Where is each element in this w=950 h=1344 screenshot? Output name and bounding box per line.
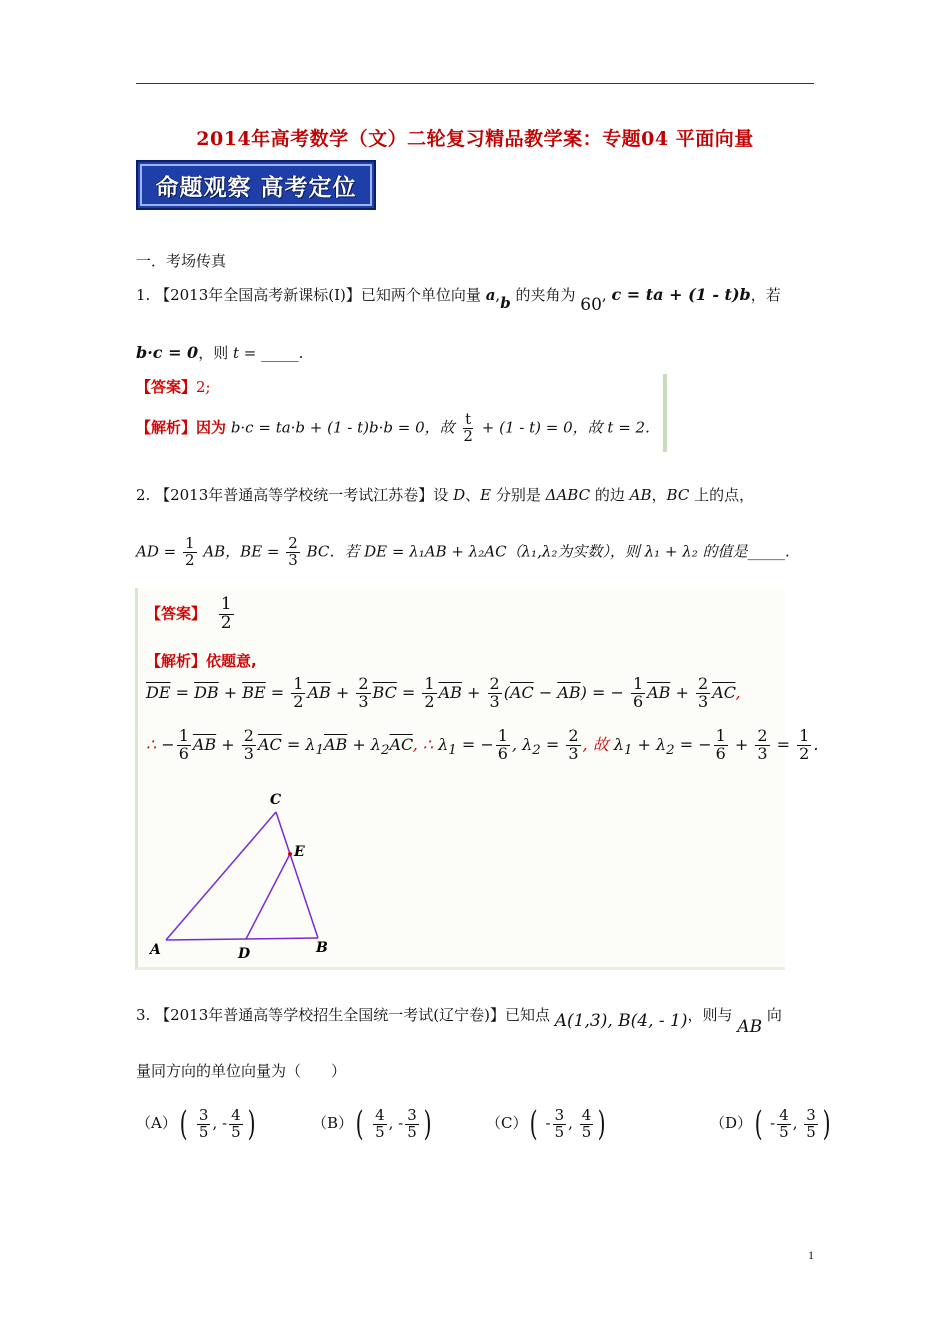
point-e-marker — [288, 852, 292, 856]
q2-side-ab: AB — [629, 486, 652, 504]
page-title: 2014年高考数学（文）二轮复习精品教学案：专题04 平面向量 — [196, 128, 754, 150]
q1-analysis-text: 因为 — [196, 418, 227, 437]
option-c[interactable]: （C）( - $\frac{3}{5}$ , $\frac{4}{5}$ ) — [486, 1104, 606, 1144]
q2-point-e: E — [480, 486, 492, 504]
q1-answer-value: 2; — [196, 378, 211, 396]
side-cb — [276, 812, 318, 938]
q2-analysis-line1: $\overline{DE} = \overline{DB} + \overline{BE}$ = $\frac{1}{2}$ $\overline{AB}$ + $\frac{2}{3}$ $\overline{BC}$ = $\frac{1}{2}$ $\overline{AB}$ + $\frac{2}{3}$ $(\overline{AC} - \overline{AB})$ = − $\frac{1}{6}$ $\overline{AB}$ + $\frac{2}{3}$ $\overline{AC}$, — [146, 674, 741, 711]
label-e: E — [294, 844, 305, 860]
q3-points: A(1,3), B(4, - 1) — [554, 1011, 688, 1031]
q3-vector: AB — [737, 1017, 763, 1037]
q1-suffix: ，若 — [750, 286, 781, 304]
q1-ask: ，则 — [198, 344, 229, 362]
q2-line1: 2. 【2013年普通高等学校统一考试江苏卷】设 D、E 分别是 ΔABC 的边 AB，BC 上的点， — [136, 486, 755, 504]
q2-analysis-line2: ∴ − $\frac{1}{6}$ $\overline{AB}$ + $\frac{2}{3}$ $\overline{AC} = \lambda_1\overline{AB} + \lambda_2\overline{AC}$, ∴ $\lambda_1$ = − $\frac{1}{6}$ , $\lambda_2$ = $\frac{2}{3}$ , 故 $\lambda_1 + \lambda_2$ = − $\frac{1}{6}$ + $\frac{2}{3}$ = $\frac{1}{2}$ . — [146, 726, 819, 763]
section-banner — [136, 160, 376, 210]
page-number: 1 — [808, 1248, 814, 1262]
q2-mid3: 上的点， — [694, 486, 755, 504]
q2-side-bc: BC — [666, 486, 690, 504]
q3-line1 — [136, 1004, 782, 1037]
q3-line2: 量同方向的单位向量为（ ） — [136, 1062, 347, 1080]
q1-angle-text: 的夹角为 — [515, 286, 576, 304]
q2-mid1: 分别是 — [495, 486, 541, 504]
q2-frac-two-thirds: $\frac{2}{3}$ — [288, 534, 298, 569]
option-d[interactable]: （D）( - $\frac{4}{5}$ , $\frac{3}{5}$ ) — [710, 1104, 831, 1144]
label-b: B — [316, 940, 328, 956]
banner-text: 命题观察 高考定位 — [140, 164, 372, 206]
q1-line1: 1. 【2013年全国高考新课标(I)】已知两个单位向量 a,b 的夹角为 60, c = ta + (1 - t)b，若 — [136, 285, 781, 315]
option-a[interactable]: （A）( $\frac{3}{5}$ , - $\frac{4}{5}$ ) — [136, 1104, 256, 1144]
q3-end: 向 — [766, 1006, 782, 1024]
q2-mid2: 的边 — [594, 486, 625, 504]
q2-point-d: D — [453, 486, 466, 504]
q1-vector-a: a — [485, 286, 496, 304]
q1-analysis-end: t = 2. — [607, 418, 650, 437]
q2-answer — [146, 596, 236, 633]
q1-analysis-label: 【解析】 — [136, 418, 197, 437]
q1-frac-t2: $\frac{t}{2}$ — [463, 410, 473, 445]
q2-answer-frac: $\frac{1}{2}$ — [220, 594, 232, 633]
segment-de — [246, 854, 290, 939]
label-c: C — [270, 792, 282, 808]
q1-number: 1. — [136, 286, 151, 304]
q1-formula: c = ta + (1 - t)b — [611, 285, 751, 304]
q2-de: DE = λ₁AB + λ₂AC（λ₁,λ₂为实数），则 λ₁ + λ₂ 的值是_____. — [364, 542, 790, 561]
margin-bar — [663, 374, 667, 452]
option-b[interactable]: （B）( $\frac{4}{5}$ , - $\frac{3}{5}$ ) — [312, 1104, 432, 1144]
q3-source: 【2013年普通高等学校招生全国统一考试(辽宁卷)】已知点 — [155, 1006, 550, 1024]
label-d: D — [238, 946, 251, 962]
q3-options — [136, 1104, 831, 1154]
q1-source: 【2013年全国高考新课标(I)】已知两个单位向量 — [155, 286, 481, 304]
q2-answer-label: 【答案】 — [146, 604, 207, 623]
side-ac — [166, 812, 276, 940]
q1-angle: 60 — [580, 295, 602, 315]
q1-condition: b·c = 0 — [136, 343, 199, 362]
q2-number: 2. — [136, 486, 151, 504]
q1-vector-b: b — [500, 294, 511, 312]
q1-analysis-mid: + (1 - t) = 0，故 — [481, 418, 603, 437]
q1-analysis-formula: b·c = ta·b + (1 - t)b·b = 0，故 — [230, 418, 455, 437]
q2-analysis-label: 【解析】依题意, — [146, 652, 257, 670]
q2-be: AB，BE = — [203, 542, 280, 561]
q2-answer-box — [135, 588, 819, 970]
q2-frac-half: $\frac{1}{2}$ — [184, 534, 195, 569]
q1-line2 — [136, 342, 303, 363]
q1-answer — [136, 376, 211, 397]
q1-blank: t = _____. — [232, 344, 304, 362]
q1-analysis — [136, 412, 650, 445]
q2-bc: BC．若 — [306, 542, 360, 561]
q2-source: 【2013年普通高等学校统一考试江苏卷】设 — [155, 486, 449, 504]
triangle-figure — [138, 788, 378, 968]
q3-number: 3. — [136, 1006, 151, 1024]
q2-ad: AD = — [136, 542, 177, 561]
label-a: A — [150, 942, 161, 958]
section-heading: 一．考场传真 — [136, 252, 227, 270]
q1-answer-label: 【答案】 — [136, 378, 197, 396]
side-ab — [166, 938, 318, 940]
q2-line2 — [136, 536, 790, 569]
q3-mid: ，则与 — [687, 1006, 733, 1024]
header-rule — [136, 83, 814, 84]
q2-triangle: ΔABC — [545, 486, 591, 504]
